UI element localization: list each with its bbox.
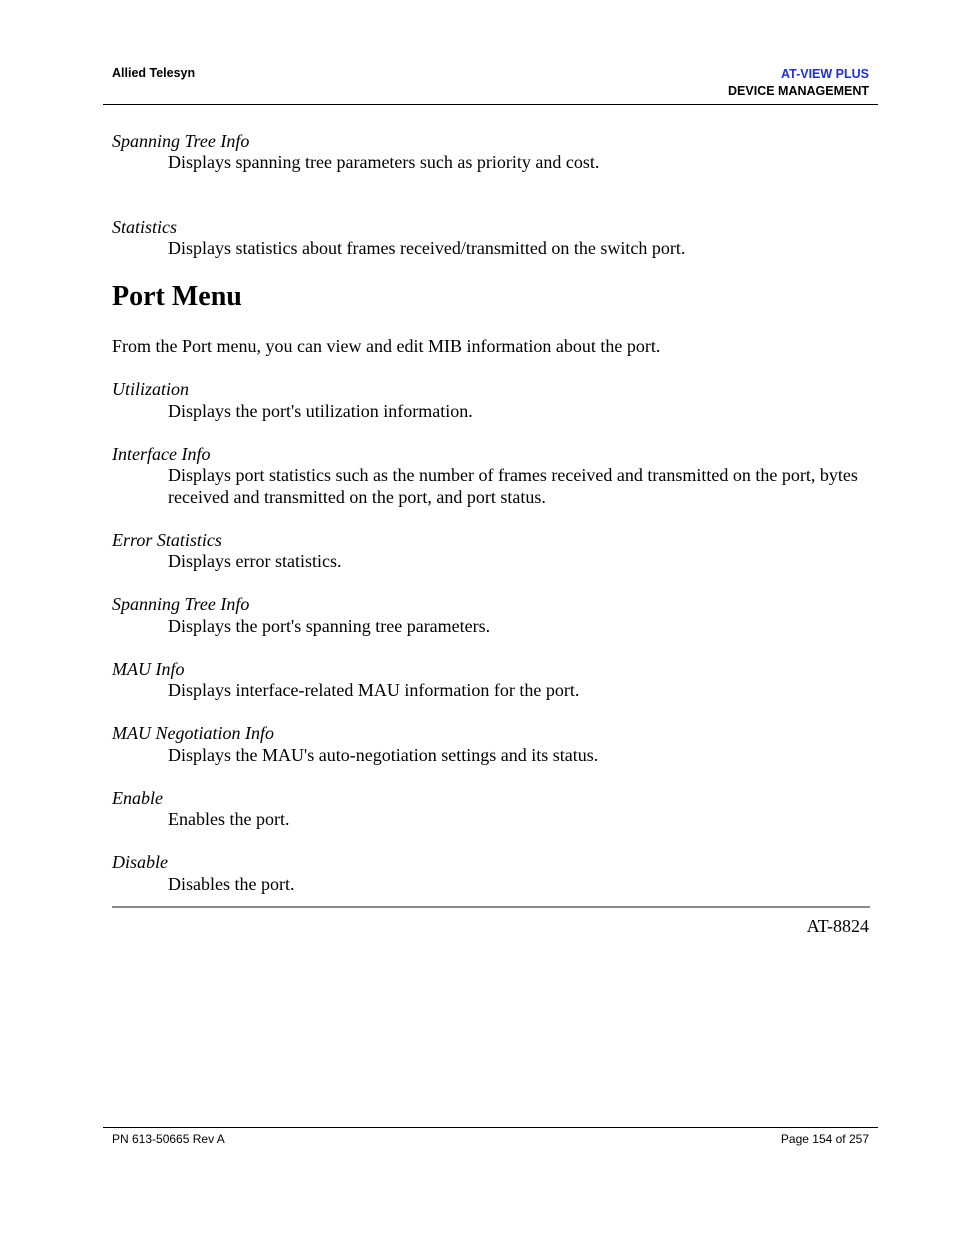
term-interface-info: Interface Info: [112, 444, 211, 464]
content-rule: [112, 906, 870, 908]
desc-utilization: Displays the port's utilization information.: [168, 401, 473, 421]
term-port-spanning-tree-info: Spanning Tree Info: [112, 594, 250, 614]
header-rule: [103, 104, 878, 105]
term-error-statistics: Error Statistics: [112, 530, 222, 550]
desc-interface-info: Displays port statistics such as the number of frames received and transmitted on the port, bytes received and transmitted on the port, and port status.: [168, 465, 858, 507]
section-intro: From the Port menu, you can view and edit MIB information about the port.: [112, 336, 661, 356]
desc-error-statistics: Displays error statistics.: [168, 551, 342, 571]
page-number: Page 154 of 257: [780, 1132, 869, 1146]
desc-mau-negotiation-info: Displays the MAU's auto-negotiation settings and its status.: [168, 745, 599, 765]
term-spanning-tree-info: Spanning Tree Info: [112, 131, 250, 151]
term-mau-negotiation-info: MAU Negotiation Info: [112, 723, 274, 743]
term-enable: Enable: [112, 788, 163, 808]
term-utilization: Utilization: [112, 379, 190, 399]
section-heading: Port Menu: [112, 281, 242, 312]
term-disable: Disable: [112, 852, 168, 872]
part-number: PN 613-50665 Rev A: [112, 1132, 225, 1146]
desc-mau-info: Displays interface-related MAU information for the port.: [168, 680, 580, 700]
model-label: AT-8824: [806, 916, 869, 936]
product-name: AT-VIEW PLUS: [781, 67, 869, 81]
desc-statistics: Displays statistics about frames received/transmitted on the switch port.: [168, 238, 686, 258]
desc-enable: Enables the port.: [168, 809, 290, 829]
desc-port-spanning-tree-info: Displays the port's spanning tree parameters.: [168, 616, 491, 636]
desc-disable: Disables the port.: [168, 874, 295, 894]
footer-rule: [103, 1127, 878, 1128]
term-statistics: Statistics: [112, 217, 178, 237]
header-right: [728, 66, 869, 100]
desc-spanning-tree-info: Displays spanning tree parameters such as priority and cost.: [168, 152, 600, 172]
company-name: Allied Telesyn: [112, 66, 196, 80]
section-name: DEVICE MANAGEMENT: [728, 84, 869, 98]
term-mau-info: MAU Info: [112, 659, 185, 679]
